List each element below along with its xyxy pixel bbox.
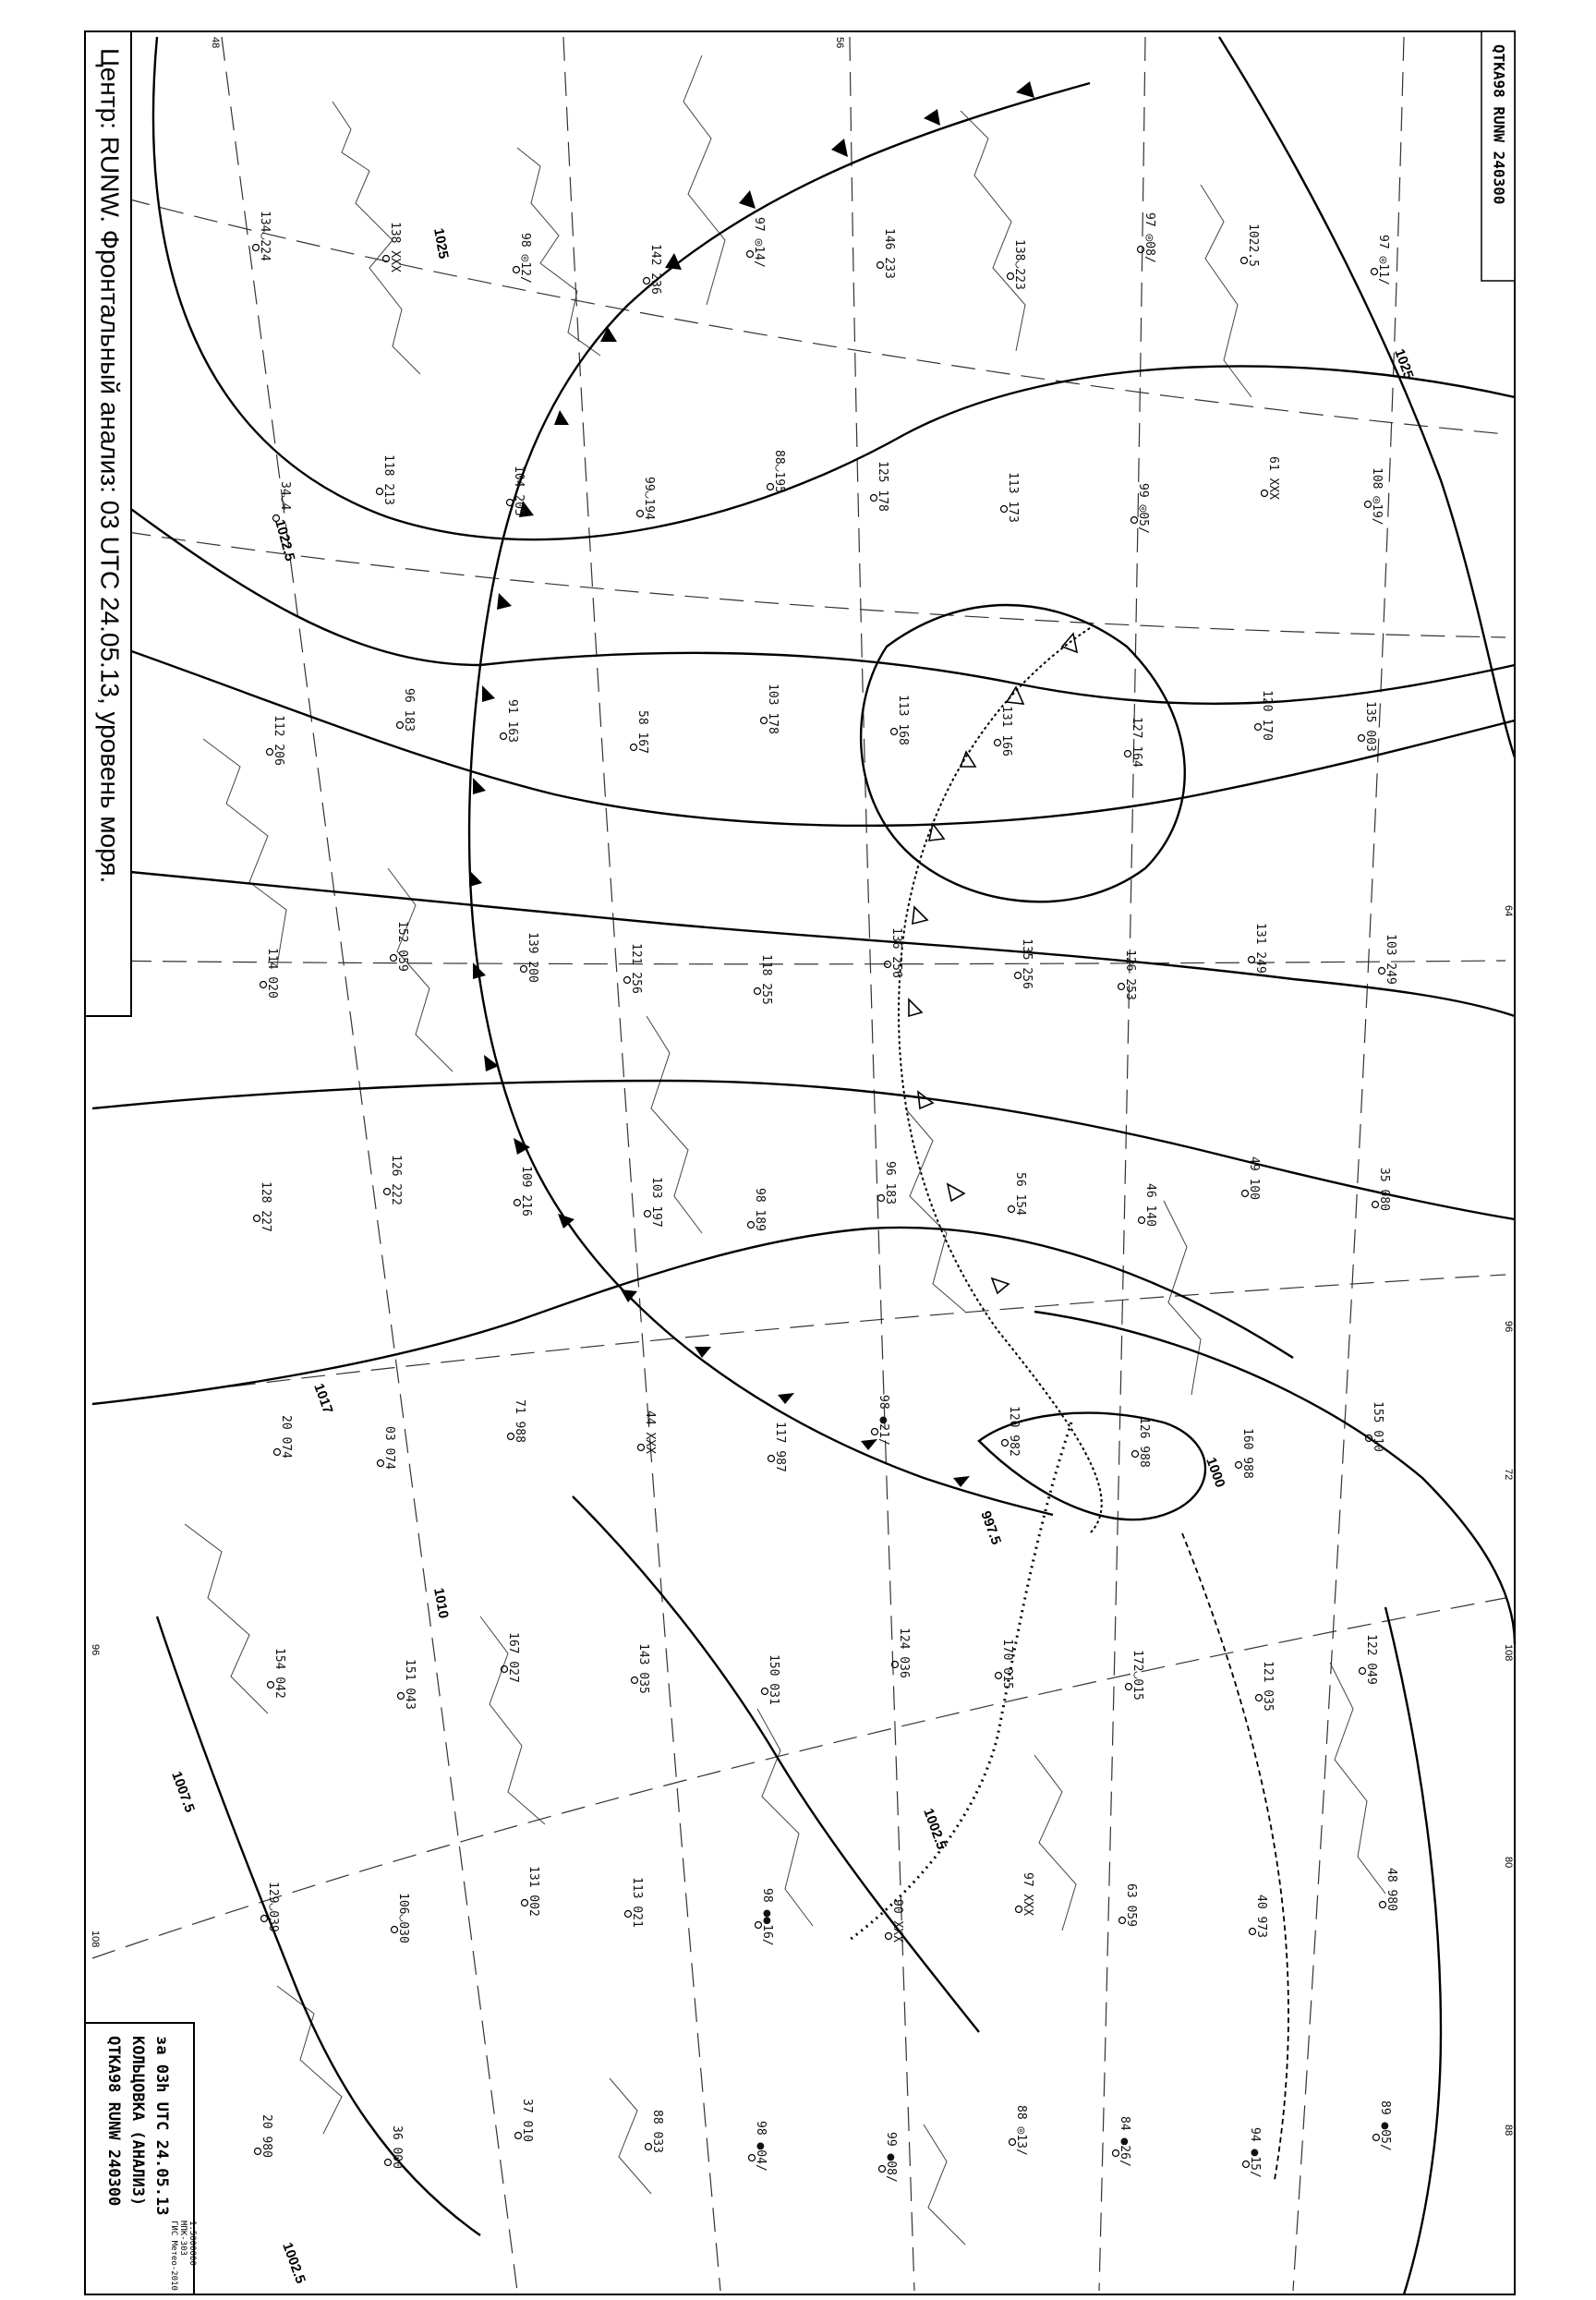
station-plot: 37 010 bbox=[520, 2099, 534, 2142]
station-plot: 48 980 bbox=[1384, 1868, 1398, 1911]
station-plot: 135 003 bbox=[1363, 701, 1377, 752]
station-plot: 155 010 bbox=[1371, 1401, 1384, 1452]
station-plot: 131 002 bbox=[526, 1866, 540, 1917]
station-plot: 103 197 bbox=[649, 1177, 663, 1228]
station-plot: 99◡194 bbox=[642, 477, 656, 520]
station-plot: 58 167 bbox=[635, 710, 649, 754]
station-plot: 172◡015 bbox=[1130, 1650, 1144, 1701]
station-plot: 108 ◎19/ bbox=[1370, 467, 1384, 526]
station-plot: 94 ●15/ bbox=[1248, 2127, 1262, 2178]
station-plot: 1022.5 bbox=[1246, 224, 1260, 267]
edge-tick: 56 bbox=[834, 37, 845, 49]
header-code: QTKA98 RUNW 240300 bbox=[1490, 44, 1508, 205]
station-plot: 97 ◎11/ bbox=[1376, 235, 1390, 285]
station-plot: 63 059 bbox=[1124, 1883, 1138, 1927]
station-plot: 20 074 bbox=[279, 1415, 293, 1459]
station-plot: 113 168 bbox=[896, 695, 910, 745]
station-plot: 40 973 bbox=[1254, 1894, 1268, 1938]
isobar-label: 1010 bbox=[430, 1586, 452, 1620]
station-plot: 49 100 bbox=[1247, 1156, 1261, 1200]
isobar-label: 1000 bbox=[1203, 1455, 1228, 1490]
edge-tick: 80 bbox=[1503, 1857, 1514, 1869]
station-plot: 44 XXX bbox=[643, 1410, 657, 1454]
station-plot: 117 987 bbox=[773, 1422, 787, 1472]
stamp-credit-2: МПК-303 bbox=[178, 2221, 187, 2256]
station-plot: 112 206 bbox=[272, 715, 285, 766]
header-code-box bbox=[1481, 31, 1515, 281]
station-plot: 98 189 bbox=[753, 1188, 767, 1231]
station-plot: 96 183 bbox=[402, 688, 416, 732]
edge-tick: 108 bbox=[1503, 1644, 1514, 1662]
station-plot: 125 178 bbox=[876, 461, 889, 512]
station-plot: 131 166 bbox=[999, 706, 1013, 757]
station-plot: 56 154 bbox=[1013, 1172, 1027, 1216]
station-plot: 103 249 bbox=[1384, 934, 1397, 985]
edge-tick: 48 bbox=[210, 37, 221, 49]
station-plot: 167 027 bbox=[506, 1632, 520, 1683]
stamp-box bbox=[85, 2023, 197, 2294]
edge-tick: 96 bbox=[90, 1644, 101, 1656]
station-plot: 127 164 bbox=[1130, 717, 1143, 768]
station-plot: 118 255 bbox=[759, 954, 773, 1005]
station-plot: 20 980 bbox=[260, 2114, 273, 2158]
station-plot: 61 XXX bbox=[1266, 456, 1280, 500]
stamp-time: за 03h UTC 24.05.13 bbox=[152, 2036, 171, 2216]
stamp-name: КОЛЬЦОВКА (АНАЛИЗ) bbox=[128, 2036, 147, 2207]
station-plot: 99 ●08/ bbox=[884, 2132, 898, 2183]
title-box bbox=[85, 31, 131, 1016]
isobar-label: 1022.5 bbox=[272, 517, 298, 563]
station-plot: 138 XXX bbox=[388, 222, 402, 272]
station-plot: 106◡030 bbox=[396, 1893, 410, 1943]
station-plot: 120 170 bbox=[1260, 690, 1274, 741]
station-plot: 34◡4 bbox=[278, 481, 292, 511]
station-plot: 36 000 bbox=[390, 2125, 404, 2169]
station-plot: 90 XXX bbox=[890, 1899, 904, 1943]
station-plot: 124 036 bbox=[897, 1628, 911, 1678]
station-plot: 121 256 bbox=[629, 943, 643, 994]
station-plot: 97 ◎14/ bbox=[752, 217, 766, 268]
station-plot: 160 988 bbox=[1240, 1428, 1254, 1479]
station-plot: 35 080 bbox=[1377, 1168, 1391, 1211]
station-plot: 88 033 bbox=[650, 2110, 664, 2153]
station-plot: 170 015 bbox=[1000, 1639, 1014, 1689]
station-plot: 151 043 bbox=[403, 1659, 417, 1710]
station-plot: 98 ●21/ bbox=[877, 1395, 890, 1446]
station-plot: 89 ●05/ bbox=[1378, 2100, 1392, 2151]
isobar-label: 1025 bbox=[430, 226, 452, 260]
station-plot: 146 233 bbox=[882, 228, 896, 279]
station-plot: 113 173 bbox=[1006, 472, 1020, 523]
station-plot: 142 236 bbox=[648, 244, 662, 295]
isobar-label: 1025 bbox=[1391, 346, 1417, 381]
station-plot: 143 035 bbox=[636, 1643, 650, 1694]
station-plot: 97 ◎08/ bbox=[1143, 212, 1156, 263]
station-plot: 139 200 bbox=[526, 932, 539, 983]
station-plot: 152 059 bbox=[395, 921, 409, 972]
edge-tick: 88 bbox=[1503, 2124, 1514, 2137]
station-plot: 71 988 bbox=[513, 1399, 526, 1443]
isobar-label: 1007.5 bbox=[168, 1769, 198, 1815]
station-plot: 103 178 bbox=[766, 684, 780, 734]
station-plot: 134◡224 bbox=[258, 211, 272, 261]
station-plot: 84 ●26/ bbox=[1118, 2116, 1131, 2167]
station-plot: 120 982 bbox=[1007, 1406, 1021, 1457]
stamp-scale: 1:5000000 bbox=[187, 2221, 197, 2266]
station-plot: 113 021 bbox=[630, 1877, 644, 1928]
stamp-credit-1: ГИС Метео-2010 bbox=[169, 2221, 178, 2291]
station-plot: 126 988 bbox=[1137, 1417, 1151, 1468]
map-title: Центр: RUNW. Фронтальный анализ: 03 UTC 24.05.13, уровень моря. bbox=[95, 48, 125, 884]
station-plot: 91 163 bbox=[505, 699, 519, 743]
station-plot: 98 ◎12/ bbox=[518, 233, 532, 284]
station-plot: 98 ●04/ bbox=[754, 2121, 768, 2172]
station-plot: 03 074 bbox=[382, 1426, 396, 1470]
station-plot: 131 249 bbox=[1253, 923, 1267, 974]
edge-tick: 108 bbox=[90, 1931, 101, 1948]
station-plot: 109 216 bbox=[519, 1166, 533, 1217]
station-plot: 118 213 bbox=[381, 454, 395, 505]
station-plot: 99 ◎05/ bbox=[1136, 483, 1150, 534]
station-plot: 128 227 bbox=[259, 1181, 272, 1232]
isobar-label: 997.5 bbox=[977, 1508, 1005, 1547]
station-plot: 150 031 bbox=[767, 1654, 780, 1705]
station-plot: 88 ◎13/ bbox=[1014, 2105, 1028, 2156]
station-plot: 129◡039 bbox=[266, 1882, 280, 1932]
edge-tick: 64 bbox=[1503, 905, 1514, 917]
station-plot: 88◡195 bbox=[772, 450, 786, 493]
station-plot: 126 253 bbox=[1123, 950, 1137, 1000]
station-plot: 46 140 bbox=[1143, 1183, 1157, 1227]
station-plot: 138◡223 bbox=[1012, 239, 1026, 290]
station-plot: 121 035 bbox=[1261, 1661, 1275, 1712]
isobar-label: 1002.5 bbox=[920, 1806, 949, 1852]
station-plot: 104 205 bbox=[512, 466, 526, 516]
station-plot: 114 020 bbox=[265, 948, 279, 999]
station-plot: 154 042 bbox=[272, 1648, 286, 1699]
edge-tick: 72 bbox=[1503, 1469, 1514, 1481]
station-plot: 126 222 bbox=[389, 1155, 403, 1205]
isobar-label: 1002.5 bbox=[279, 2240, 308, 2286]
stamp-code: QTKA98 RUNW 240300 bbox=[104, 2036, 123, 2207]
station-plot: 98 ●●16/ bbox=[760, 1888, 774, 1946]
station-plot: 97 XXX bbox=[1021, 1872, 1034, 1916]
isobar-label: 1017 bbox=[310, 1381, 336, 1416]
station-plot: 135 256 bbox=[1020, 938, 1034, 989]
station-plot: 122 049 bbox=[1364, 1634, 1378, 1685]
station-plot: 96 183 bbox=[883, 1161, 897, 1204]
station-plot: 136 256 bbox=[889, 927, 903, 978]
edge-tick: 96 bbox=[1503, 1321, 1514, 1333]
